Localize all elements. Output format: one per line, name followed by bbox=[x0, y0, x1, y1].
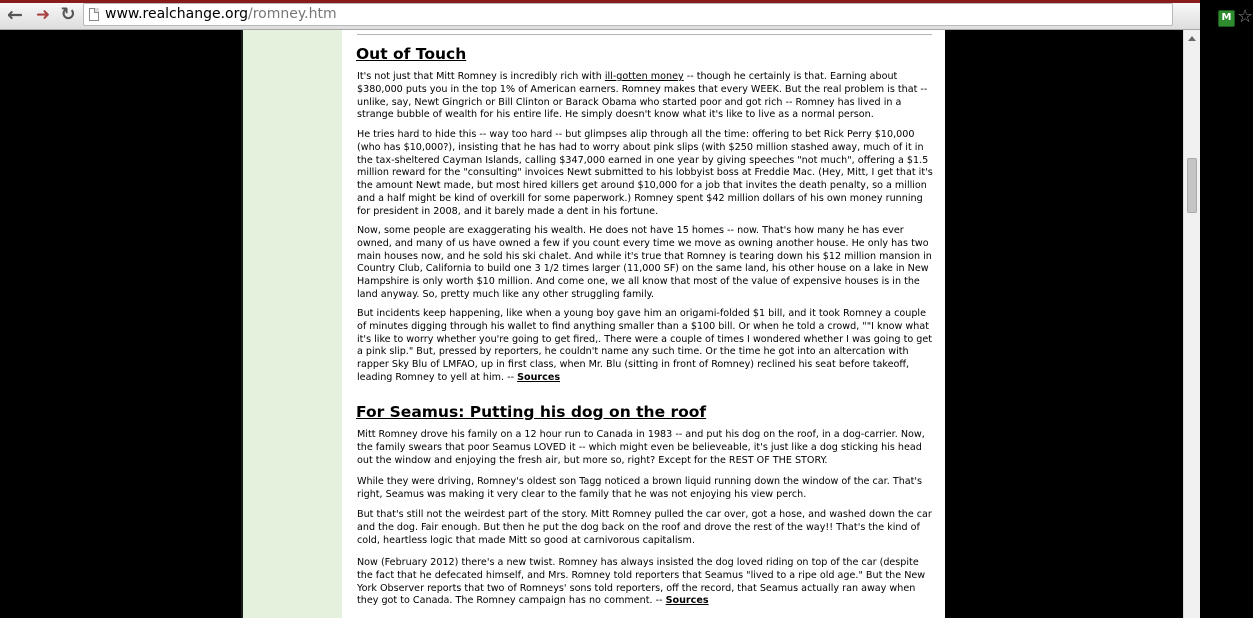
browser-toolbar bbox=[0, 0, 1253, 30]
paragraph: But that's still not the weirdest part of the story. Mitt Romney pulled the car over, got a hose, and washed down the car and the dog. Fair enough. But then he put the dog back on the roof and drove the rest of the way!! That's the kind of cold, heartless logic that made Mitt so good at carnivorous capitalism. bbox=[357, 509, 932, 546]
url-host: www.realchange.org bbox=[105, 6, 248, 22]
arrow-left-icon: ← bbox=[7, 4, 23, 26]
paragraph-text: -- though he certainly is that. Earning about $380,000 puts you in the top 1% of American earners. Romney makes that every WEEK. But the real problem is that -- unlike, say, Newt Gingrich or Bill Clinton or Barack Obama who started poor and got rich -- Romney has lived in a strange bubble of wealth for his entire life. He simply doesn't know what it's like to live as a normal person. bbox=[357, 71, 928, 121]
scroll-up-arrow-icon[interactable] bbox=[1188, 36, 1196, 41]
sources-link[interactable]: Sources bbox=[665, 595, 709, 607]
paragraph-text: It's not just that Mitt Romney is incredibly rich with bbox=[357, 71, 605, 82]
paragraph: While they were driving, Romney's oldest son Tagg noticed a brown liquid running down the window of the car. That's right, Seamus was making it very clear to the family that he was not enjoying his view perch. bbox=[357, 476, 923, 500]
section-divider bbox=[357, 34, 932, 35]
paragraph bbox=[357, 71, 937, 122]
forward-button[interactable] bbox=[33, 5, 53, 25]
reload-icon: ↻ bbox=[60, 4, 76, 25]
paragraph bbox=[357, 557, 937, 608]
paragraph bbox=[357, 308, 937, 385]
article-content bbox=[342, 30, 945, 618]
extension-icon[interactable]: M bbox=[1218, 10, 1235, 27]
left-column bbox=[243, 30, 342, 618]
scrollbar-thumb[interactable] bbox=[1187, 158, 1197, 213]
page-icon bbox=[89, 8, 99, 21]
reload-button[interactable] bbox=[58, 5, 78, 25]
back-button[interactable] bbox=[5, 5, 25, 25]
paragraph: Mitt Romney drove his family on a 12 hour run to Canada in 1983 -- and put his dog on the roof, in a dog-carrier. Now, the family swears that poor Seamus LOVED it -- which might even be believeable, it's just like a dog sticking his head out the window and enjoying the fresh air, but more so, right? Except for the REST OF THE STORY. bbox=[357, 429, 925, 466]
section-title-out-of-touch: Out of Touch bbox=[356, 45, 467, 63]
sources-link[interactable]: Sources bbox=[517, 371, 561, 383]
star-icon[interactable]: ☆ bbox=[1237, 6, 1253, 27]
paragraph: He tries hard to hide this -- way too hard -- but glimpses alip through all the time: offering to bet Rick Perry $10,000 (who has $10,000?), insisting that he has had to worry about pink slips (with $250 million stashed away, much of it in the tax-sheltered Cayman Islands, calling $347,000 earned in one year by giving speeches "not much", offering a $1.5 million reward for the "consulting" invoices Newt submitted to his lobbyist boss at Freddie Mac. (Hey, Mitt, I get that it's the amount Newt made, but most hired killers get around $10,000 for a job that invites the death penalty, so a million and a half might be kind of overkill for some paperwork.) Romney spent $42 million dollars of his own money running for president in 2008, and it barely made a dent in his fortune. bbox=[357, 129, 933, 217]
ill-gotten-money-link[interactable]: ill-gotten money bbox=[604, 71, 684, 82]
address-bar[interactable] bbox=[83, 3, 1253, 27]
paragraph: Now, some people are exaggerating his wealth. He does not have 15 homes -- now. That's how many he has ever owned, and many of us have owned a few if you count every time we move as owning another house. He only has two main houses now, and he sold his ski chalet. And while it's true that Romney is tearing down his $12 million mansion in Country Club, California to build one 3 1/2 times larger (11,000 SF) on the same land, his other house on a lake in New Hampshire is only worth $10 million. And come one, we all know that most of the value of expensive houses is in the land anyway. So, pretty much like any other struggling family. bbox=[357, 225, 932, 300]
section-title-seamus: For Seamus: Putting his dog on the roof bbox=[356, 403, 707, 421]
arrow-right-icon: ➜ bbox=[35, 5, 51, 25]
url-text[interactable] bbox=[105, 6, 337, 22]
vertical-scrollbar[interactable] bbox=[1183, 30, 1200, 618]
url-path: /romney.htm bbox=[247, 6, 337, 22]
paragraph-text: Now (February 2012) there's a new twist. Romney has always insisted the dog loved riding on top of the car (despite the fact that he defecated himself, and Mrs. Romney told reporters that Seamus "lived to a ripe old age." But the New York Observer reports that two of Romneys' sons told reporters, off the record, that Seamus actually ran away when they got to Canada. The Romney campaign has no comment. -- bbox=[357, 557, 926, 607]
paragraph-text: But incidents keep happening, like when a young boy gave him an origami-folded $1 bill, and it took Romney a couple of minutes digging through his wallet to find anything smaller than a $100 bill. Or when he told a crowd, ""I know what it's like to worry whether you're going to get fired,. There were a couple of times I wondered whether I was going to get a pink slip." But, pressed by reporters, he couldn't name any such time. Or the time he got into an altercation with rapper Sky Blu of LMFAO, up in first class, when Mr. Blu (sitting in front of Romney) reclined his seat before takeoff, leading Romney to yell at him. -- bbox=[357, 308, 933, 383]
